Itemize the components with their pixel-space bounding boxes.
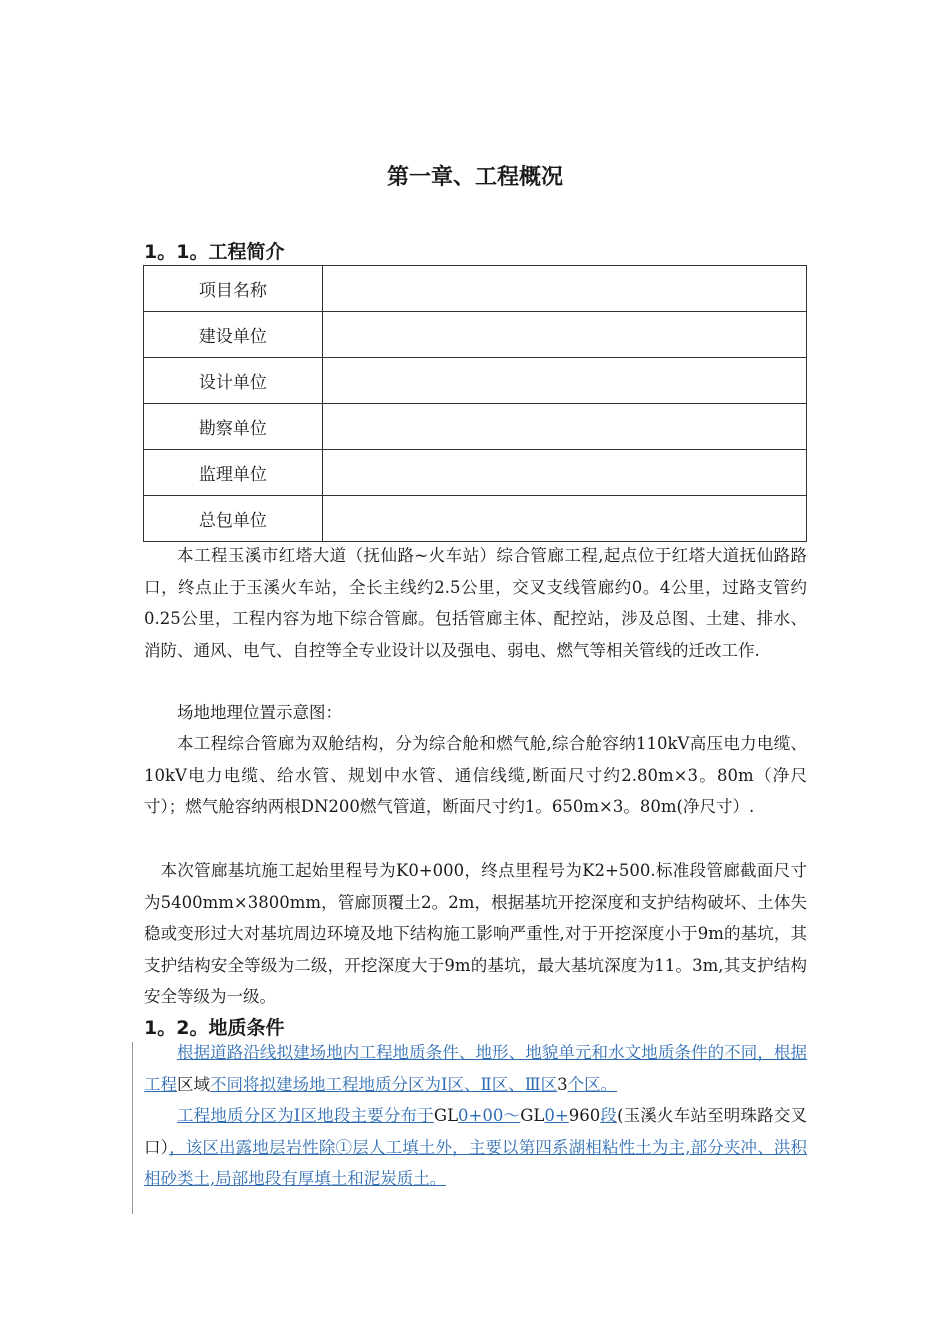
geology-paragraph-block — [144, 1037, 807, 1195]
plain-text: 3 — [557, 1074, 568, 1094]
table-row — [144, 312, 807, 358]
table-row — [144, 266, 807, 312]
table-label: 设计单位 — [144, 358, 323, 404]
plain-text: GL — [520, 1106, 545, 1125]
foundation-pit-paragraph: 本次管廊基坑施工起始里程号为K0+000，终点里程号为K2+500.标准段管廊截面尺寸为5400mm×3800mm，管廊顶覆土2。2m，根据基坑开挖深度和支护结构破坏、土体失稳或变形过大对基坑周边环境及地下结构施工影响严重性,对于开挖深度小于9m的基坑，其支护结构安全等级为二级，开挖深度大于9m的基坑，最大基坑深度为11。3m,其支护结构安全等级为一级。 — [144, 861, 807, 1006]
tracked-insertion: 段 — [600, 1106, 618, 1125]
table-value — [322, 450, 806, 496]
tracked-insertion: 工程地质分区为Ⅰ区地段主要分布于 — [177, 1106, 434, 1125]
foundation-pit-paragraph-block — [144, 855, 807, 1013]
table-row — [144, 404, 807, 450]
tracked-insertion: 个区。 — [567, 1074, 618, 1094]
tracked-insertion: 0+00～ — [458, 1106, 521, 1125]
section-heading-1-1: 1。1。工程简介 — [144, 241, 285, 263]
plain-text: 960 — [568, 1106, 601, 1125]
section-heading-1-2: 1。2。地质条件 — [144, 1017, 285, 1039]
table-value — [322, 404, 806, 450]
location-figure-caption: 场地地理位置示意图： — [177, 703, 342, 722]
table-label: 监理单位 — [144, 450, 323, 496]
geology-zoning-paragraph — [144, 1037, 807, 1100]
table-label: 总包单位 — [144, 496, 323, 542]
location-figure-caption-block — [144, 697, 807, 729]
geology-zone-one-paragraph — [144, 1100, 807, 1195]
plain-text: 区域 — [177, 1074, 210, 1094]
cabin-structure-paragraph: 本工程综合管廊为双舱结构，分为综合舱和燃气舱,综合舱容纳110kV高压电力电缆、10kV电力电缆、给水管、规划中水管、通信线缆,断面尺寸约2.80m×3。80m（净尺寸）；燃气舱容纳两根DN200燃气管道，断面尺寸约1。650m×3。80m(净尺寸）. — [144, 734, 807, 816]
table-value — [322, 358, 806, 404]
table-row — [144, 450, 807, 496]
table-value — [322, 496, 806, 542]
revision-change-bar — [132, 1042, 133, 1214]
table-label: 建设单位 — [144, 312, 323, 358]
tracked-insertion: 0+ — [544, 1106, 569, 1125]
table-label: 勘察单位 — [144, 404, 323, 450]
project-overview-paragraph: 本工程玉溪市红塔大道（抚仙路~火车站）综合管廊工程,起点位于红塔大道抚仙路路口，终点止于玉溪火车站，全长主线约2.5公里，交叉支线管廊约0。4公里，过路支管约0.25公里，工程内容为地下综合管廊。包括管廊主体、配控站，涉及总图、土建、排水、消防、通风、电气、自控等全专业设计以及强电、弱电、燃气等相关管线的迁改工作. — [144, 546, 807, 660]
plain-text: (玉溪火车站至明珠路交叉口） — [144, 1106, 808, 1157]
intro-paragraph-block — [144, 540, 807, 666]
tracked-insertion: 不同将拟建场地工程地质分区为Ⅰ区、Ⅱ区、Ⅲ区 — [210, 1074, 558, 1094]
plain-text: GL — [433, 1106, 459, 1125]
table-row — [144, 496, 807, 542]
table-label: 项目名称 — [144, 266, 323, 312]
project-info-table — [143, 265, 807, 542]
chapter-title: 第一章、工程概况 — [386, 165, 563, 190]
table-value — [322, 312, 806, 358]
structure-paragraph-block — [144, 728, 807, 823]
tracked-insertion: 根据道路沿线拟建场地内工程地质条件、地形、地貌单元和水文地质条件的不同，根据工程 — [144, 1043, 807, 1094]
table-value — [322, 266, 806, 312]
tracked-insertion: ，该区出露地层岩性除①层人工填土外，主要以第四系湖相粘性土为主,部分夹冲、洪积相砂类土,局部地段有厚填土和泥炭质土。 — [144, 1137, 808, 1188]
table-row — [144, 358, 807, 404]
